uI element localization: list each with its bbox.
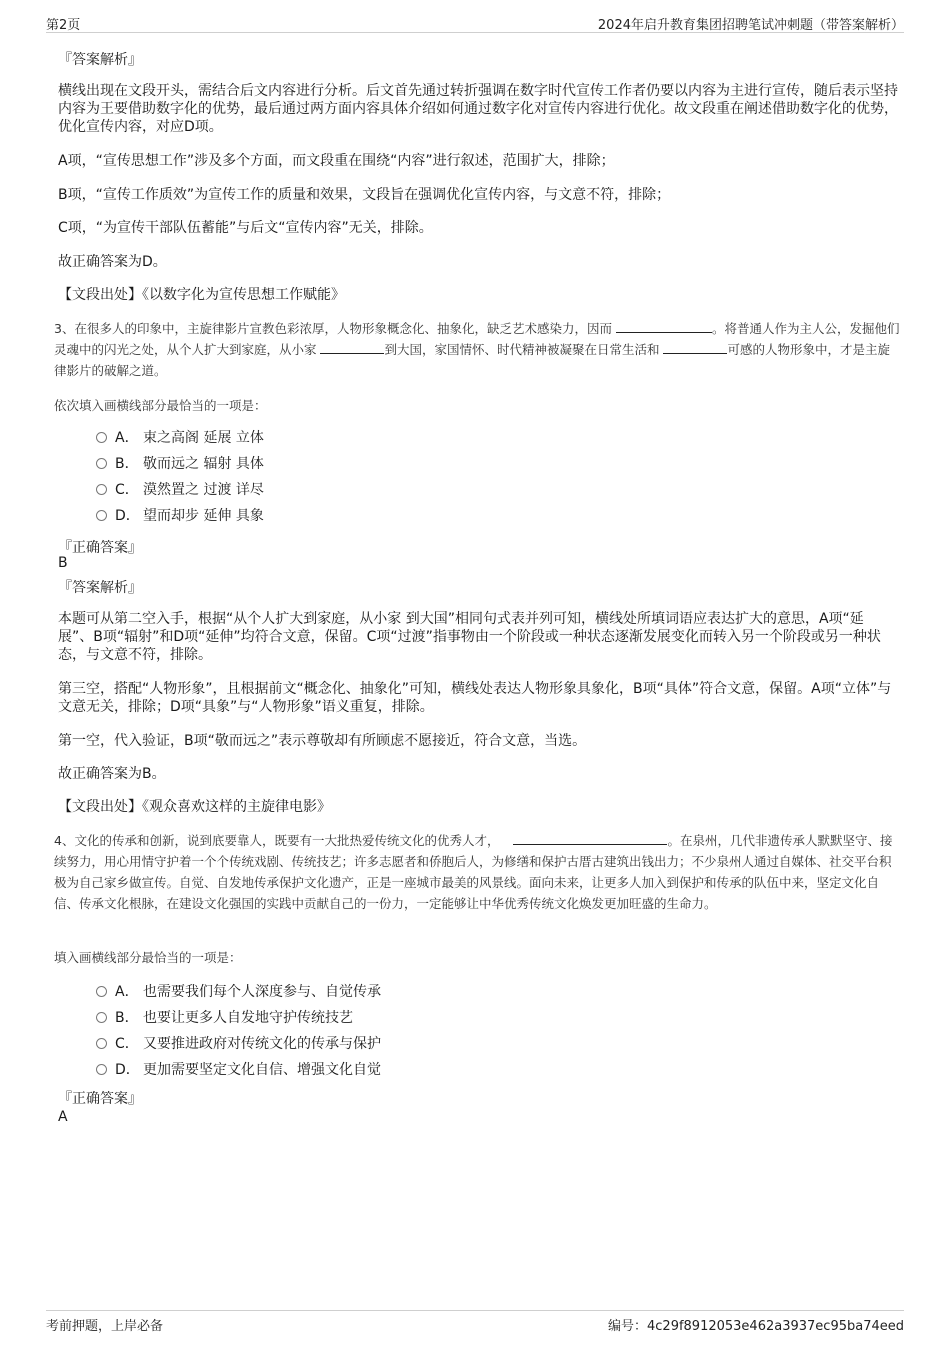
fill-blank-3 [663,341,727,354]
analysis-paragraph: 故正确答案为B。 [58,766,166,782]
radio-icon[interactable] [96,484,107,495]
fill-blank-1 [513,832,667,845]
analysis-paragraph: 本题可从第二空入手，根据“从个人扩大到家庭，从小家 到大国”相同句式表并列可知，横线处所填词语应表达扩大的意思，A项“延展”、B项“辐射”和D项“延伸”均符合文意，保留。C项“过渡”指事物由一个阶段或一种状态逐渐发展变化而转入另一个阶段或另一种状态，与文意不符，排除。 [58,611,881,663]
analysis-paragraph: 故正确答案为D。 [58,254,167,270]
radio-icon[interactable] [96,432,107,443]
radio-icon[interactable] [96,1012,107,1023]
analysis-paragraph: 第一空，代入验证，B项“敬而远之”表示尊敬却有所顾虑不愿接近，符合文意，当选。 [58,733,587,749]
question-prompt: 填入画横线部分最恰当的一项是： [54,950,242,965]
source-citation: 【文段出处】《观众喜欢这样的主旋律电影》 [58,799,331,815]
option-b[interactable]: B． 也要让更多人自发地守护传统技艺 [96,1008,353,1028]
radio-icon[interactable] [96,986,107,997]
option-a[interactable]: A． 也需要我们每个人深度参与、自觉传承 [96,982,381,1002]
analysis-label: 『答案解析』 [58,52,142,68]
document-title: 2024年启升教育集团招聘笔试冲刺题（带答案解析） [597,18,904,33]
correct-answer-label: 『正确答案』 [58,1091,142,1107]
question-4-stem: 4、文化的传承和创新，说到底要靠人，既要有一大批热爱传统文化的优秀人才， 。在泉州，几代非遗传承人默默坚守、接续努力，用心用情守护着一个个传统戏剧、传统技艺；许多志愿者和侨胞后人，为修缮和保护古厝古建筑出钱出力；不少泉州人通过自媒体、社交平台积极为自己家乡做宣传。自觉、自发地传承保护文化遗产，正是一座城市最美的风景线。面向未来，让更多人加入到保护和传承的队伍中来，坚定文化自信、传承文化根脉，在建设文化强国的实践中贡献自己的一份力，一定能够让中华优秀传统文化焕发更加旺盛的生命力。 [54,833,893,911]
option-d[interactable]: D． 望而却步 延伸 具象 [96,506,264,526]
page-header [46,14,904,33]
analysis-label: 『答案解析』 [58,580,142,596]
option-b[interactable]: B． 敬而远之 辐射 具体 [96,454,264,474]
footer-slogan: 考前押题，上岸必备 [46,1319,164,1334]
option-c[interactable]: C． 漠然置之 过渡 详尽 [96,480,264,500]
document-code: 编号：4c29f8912053e462a3937ec95ba74eed [607,1319,904,1334]
option-d[interactable]: D． 更加需要坚定文化自信、增强文化自觉 [96,1060,381,1080]
radio-icon[interactable] [96,1064,107,1075]
analysis-paragraph: 横线出现在文段开头，需结合后文内容进行分析。后文首先通过转折强调在数字时代宣传工作者仍要以内容为主进行宣传，随后表示坚持内容为王要借助数字化的优势，最后通过两方面内容具体介绍如何通过数字化对宣传内容进行优化。故文段重在阐述借助数字化的优势，优化宣传内容，对应D项。 [58,83,898,135]
radio-icon[interactable] [96,510,107,521]
page-footer [46,1310,904,1335]
analysis-paragraph: B项，“宣传工作质效”为宣传工作的质量和效果，文段旨在强调优化宣传内容，与文意不符，排除； [58,187,671,203]
option-a[interactable]: A． 束之高阁 延展 立体 [96,428,264,448]
analysis-paragraph: C项，“为宣传干部队伍蓄能”与后文“宣传内容”无关，排除。 [58,220,433,236]
page-number: 第2页 [46,18,81,33]
correct-answer-value: A [58,1109,68,1125]
correct-answer-label: 『正确答案』 [58,540,142,556]
fill-blank-2 [320,341,384,354]
fill-blank-1 [616,320,712,333]
question-3-stem: 3、在很多人的印象中，主旋律影片宣教色彩浓厚，人物形象概念化、抽象化，缺乏艺术感染力，因而 。将普通人作为主人公，发掘他们灵魂中的闪光之处，从个人扩大到家庭，从小家 到大国，家国情怀、时代精神被凝聚在日常生活和 可感的人物形象中，才是主旋律影片的破解之道。 [54,321,900,378]
analysis-paragraph: 第三空，搭配“人物形象”，且根据前文“概念化、抽象化”可知，横线处表达人物形象具象化，B项“具体”符合文意，保留。A项“立体”与文意无关，排除；D项“具象”与“人物形象”语义重复，排除。 [58,681,892,715]
analysis-paragraph: A项，“宣传思想工作”涉及多个方面，而文段重在围绕“内容”进行叙述，范围扩大，排除； [58,153,615,169]
question-prompt: 依次填入画横线部分最恰当的一项是： [54,398,267,413]
radio-icon[interactable] [96,458,107,469]
radio-icon[interactable] [96,1038,107,1049]
option-c[interactable]: C． 又要推进政府对传统文化的传承与保护 [96,1034,381,1054]
correct-answer-value: B [58,555,68,571]
source-citation: 【文段出处】《以数字化为宣传思想工作赋能》 [58,287,345,303]
